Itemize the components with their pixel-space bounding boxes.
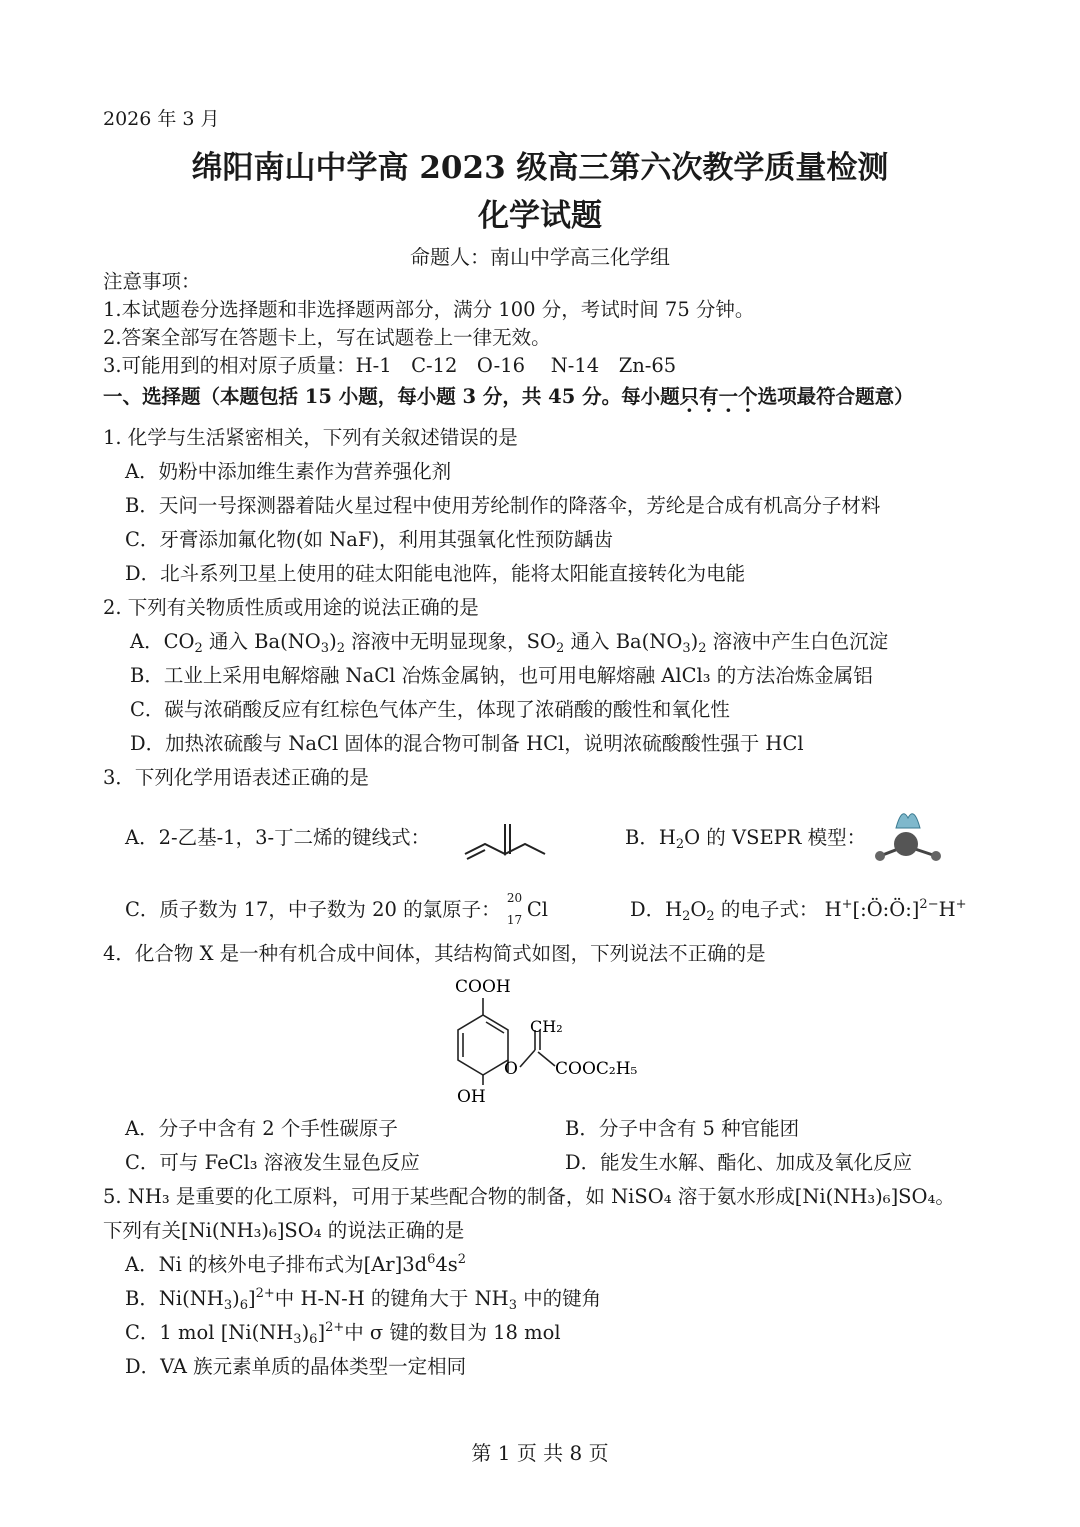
cooh-label: COOH — [455, 977, 511, 997]
ch2-label: CH₂ — [530, 1017, 563, 1036]
q4-option-c: C．可与 FeCl₃ 溶液发生显色反应 — [125, 1151, 420, 1174]
note-item: 2.答案全部写在答题卡上，写在试题卷上一律无效。 — [103, 326, 551, 349]
exam-author: 命题人：南山中学高三化学组 — [410, 245, 670, 269]
q2-option-c: C．碳与浓硝酸反应有红棕色气体产生，体现了浓硝酸的酸性和氧化性 — [130, 698, 730, 721]
question-5-stem: 5. NH₃ 是重要的化工原料，可用于某些配合物的制备，如 NiSO₄ 溶于氨水形成[Ni(NH₃)₆]SO₄。 — [103, 1185, 955, 1208]
q5-option-c: C．1 mol $[Ni(NH_3)_6]^{2+}$中 σ 键的数目为 18 mol — [125, 1320, 561, 1347]
section-heading: 一、选择题（本题包括 15 小题，每小题 3 分，共 45 分。每小题只有一个选项最符合题意） — [103, 385, 914, 408]
q4-option-b: B．分子中含有 5 种官能团 — [565, 1117, 800, 1140]
q5-option-a: A．Ni 的核外电子排布式为$[Ar]3d^64s^2$ — [125, 1252, 467, 1276]
compound-x-structure — [420, 970, 660, 1110]
q3-option-b: B．$H_2O$ 的 VSEPR 模型： — [625, 826, 867, 852]
oh-label: OH — [457, 1087, 486, 1107]
note-item: 1.本试题卷分选择题和非选择题两部分，满分 100 分，考试时间 75 分钟。 — [103, 298, 755, 321]
q4-option-d: D．能发生水解、酯化、加成及氧化反应 — [565, 1151, 913, 1174]
notes-heading: 注意事项： — [103, 270, 201, 293]
page-footer: 第 1 页 共 8 页 — [471, 1441, 609, 1465]
question-5-stem-2: 下列有关[Ni(NH₃)₆]SO₄ 的说法正确的是 — [103, 1219, 465, 1242]
exam-title: 绵阳南山中学高 2023 级高三第六次教学质量检测 — [191, 150, 889, 186]
q2-option-d: D．加热浓硫酸与 NaCl 固体的混合物可制备 HCl，说明浓硫酸酸性强于 HCl — [130, 732, 804, 755]
ester-label: COOC₂H₅ — [555, 1059, 638, 1079]
note-item: 3.可能用到的相对原子质量：H-1 C-12 O-16 N-14 Zn-65 — [103, 354, 677, 377]
emphasis-text: 只有一个 — [679, 385, 758, 408]
skeletal-formula-diagram — [460, 812, 560, 862]
question-1-stem: 1. 化学与生活紧密相关，下列有关叙述错误的是 — [103, 426, 518, 449]
q5-option-d: D．VA 族元素单质的晶体类型一定相同 — [125, 1355, 467, 1378]
q1-option-c: C．牙膏添加氟化物(如 NaF)，利用其强氧化性预防龋齿 — [125, 528, 614, 551]
exam-subject: 化学试题 — [478, 198, 602, 234]
q5-option-b: B．$Ni(NH_3)_6]^{2+}$中 H-N-H 的键角大于 $NH_3$ 中的键角 — [125, 1286, 602, 1313]
question-2-stem: 2. 下列有关物质性质或用途的说法正确的是 — [103, 596, 479, 619]
vsepr-model-diagram — [868, 806, 948, 866]
q2-option-b: B．工业上采用电解熔融 NaCl 冶炼金属钠，也可用电解熔融 AlCl₃ 的方法冶炼金属铝 — [130, 664, 873, 687]
question-3-stem: 3．下列化学用语表述正确的是 — [103, 766, 369, 789]
q1-option-b: B．天问一号探测器着陆火星过程中使用芳纶制作的降落伞，芳纶是合成有机高分子材料 — [125, 494, 881, 517]
exam-date: 2026 年 3 月 — [103, 108, 220, 130]
q1-option-a: A．奶粉中添加维生素作为营养强化剂 — [125, 460, 452, 483]
question-4-stem: 4．化合物 X 是一种有机合成中间体，其结构简式如图，下列说法不正确的是 — [103, 942, 766, 965]
q1-option-d: D．北斗系列卫星上使用的硅太阳能电池阵，能将太阳能直接转化为电能 — [125, 562, 746, 585]
q4-option-a: A．分子中含有 2 个手性碳原子 — [125, 1117, 398, 1140]
q3-option-a: A．2-乙基-1，3-丁二烯的键线式： — [125, 826, 431, 849]
q3-option-d: D．$H_2O_2$ 的电子式： H+[:Ö:Ö:]$^{2-}$H+ — [630, 897, 967, 924]
q3-option-c: C．质子数为 17，中子数为 20 的氯原子： 20 17 Cl — [125, 891, 549, 927]
ether-o-label: O — [504, 1059, 518, 1079]
q2-option-a: A．$CO_2$ 通入 $Ba(NO_3)_2$ 溶液中无明显现象，$SO_2$ 通入 $Ba(NO_3)_2$ 溶液中产生白色沉淀 — [130, 630, 889, 656]
